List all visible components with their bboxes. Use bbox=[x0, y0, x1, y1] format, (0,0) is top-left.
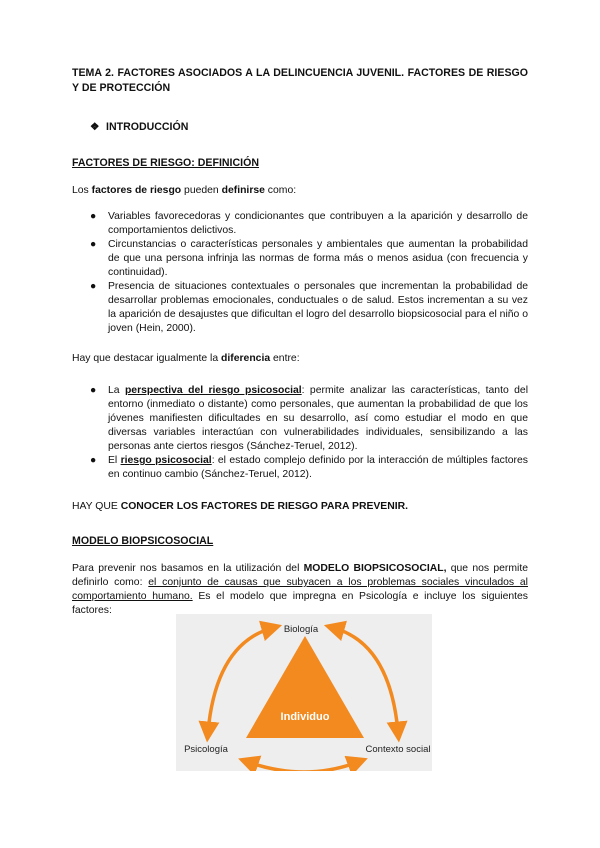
list-item: ● Variables favorecedoras y condicionantes que contribuyen a la aparición y desarrollo de comportamientos delictivos. bbox=[90, 211, 528, 236]
arrow-bottom bbox=[248, 762, 358, 771]
risk-factors-lead: Los factores de riesgo pueden definirse como: bbox=[72, 185, 297, 196]
bullet-icon: ● bbox=[90, 239, 97, 250]
list-item: ● Circunstancias o características personales y ambientales que aumentan la probabilidad de que una persona infrinja las normas de forma más o menos asidua (con frecuencia y continuidad). bbox=[90, 239, 528, 278]
difference-lead: Hay que destacar igualmente la diferencia entre: bbox=[72, 353, 300, 364]
biopsychosocial-paragraph: Para prevenir nos basamos en la utilización del MODELO BIOPSICOSOCIAL, que nos permite definirlo como: el conjunto de causas que subyacen a los problemas sociales vinculados al comportamiento humano. Es el modelo que impregna en Psicología e incluye los siguientes factores: bbox=[72, 563, 528, 616]
label-biology: Biología bbox=[283, 624, 319, 635]
bullet-icon: ● bbox=[90, 281, 97, 292]
difference-list bbox=[72, 384, 528, 482]
intro-heading bbox=[90, 120, 528, 134]
intro-label: INTRODUCCIÓN bbox=[106, 121, 189, 133]
section-heading-risk-factors: FACTORES DE RIESGO: DEFINICIÓN bbox=[72, 157, 259, 169]
prevention-statement: HAY QUE CONOCER LOS FACTORES DE RIESGO PARA PREVENIR. bbox=[72, 501, 409, 512]
bullet-icon: ● bbox=[90, 455, 97, 466]
label-psychology: Psicología bbox=[184, 744, 228, 755]
diamond-bullet-icon: ❖ bbox=[90, 121, 100, 133]
list-item: ● La perspectiva del riesgo psicosocial: permite analizar las características, tanto del entorno (inmediato o distante) como personales, que aumentan la probabilidad de que los jóvenes manifiesten dificultades en su desarrollo, así como estudiar el modo en que diversas variables interactúan con vulnerabilidades individuales, sensibilizando a las personas ante ciertos riesgos (Sánchez-Teruel, 2012). bbox=[90, 385, 528, 452]
list-item: ● Presencia de situaciones contextuales o personales que incrementan la probabilidad de desarrollar problemas emocionales, conductuales o de salud. Estos incrementan a su vez la aparición de desajustes que dificultan el logro del desarrollo biopsicosocial para el niño o joven (Hein, 2000). bbox=[90, 281, 528, 334]
center-label: Individuo bbox=[280, 711, 330, 723]
section-heading-biopsychosocial: MODELO BIOPSICOSOCIAL bbox=[72, 535, 214, 547]
bullet-icon: ● bbox=[90, 385, 97, 396]
label-social-context: Contexto social bbox=[365, 744, 431, 755]
biopsychosocial-diagram bbox=[176, 614, 432, 771]
document-title: TEMA 2. FACTORES ASOCIADOS A LA DELINCUENCIA JUVENIL. FACTORES DE RIESGO Y DE PROTECCIÓN bbox=[72, 67, 528, 94]
document-page bbox=[72, 66, 528, 618]
list-item: ● El riesgo psicosocial: el estado complejo definido por la interacción de múltiples factores en continuo cambio (Sánchez-Teruel, 2012). bbox=[90, 455, 528, 480]
risk-definition-list bbox=[72, 210, 528, 336]
bullet-icon: ● bbox=[90, 211, 97, 222]
